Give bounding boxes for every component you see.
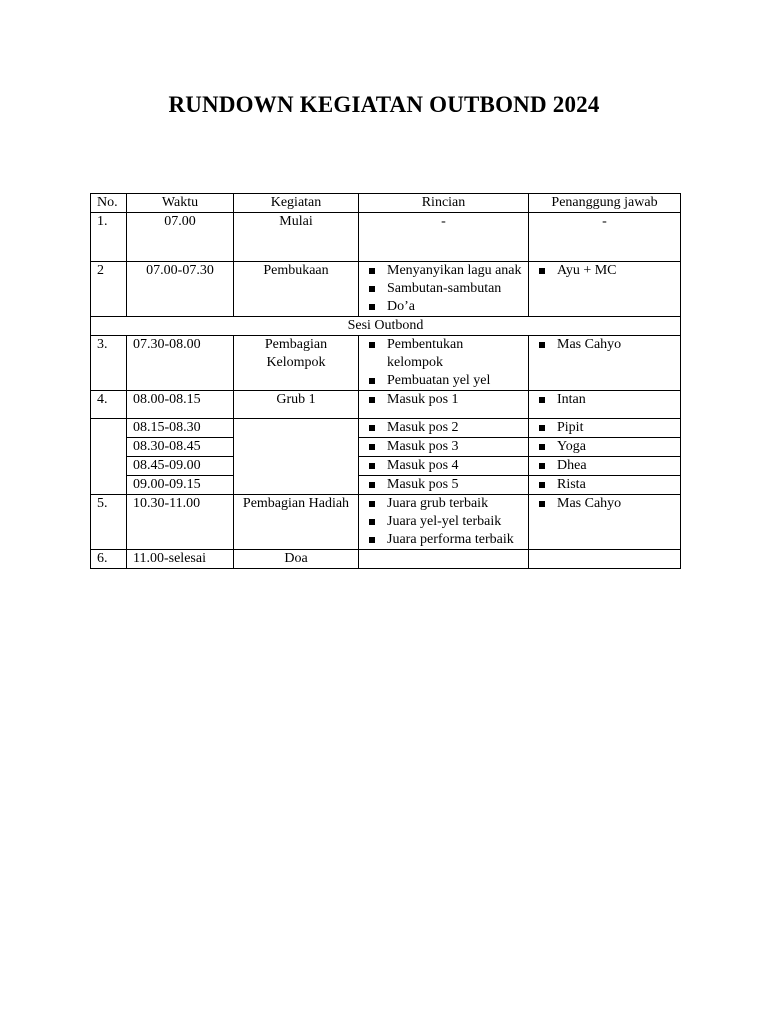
- list-item: Mas Cahyo: [535, 495, 674, 513]
- table-row: [91, 213, 681, 262]
- cell-rincian: [359, 476, 529, 495]
- list-item: Juara performa terbaik: [365, 531, 522, 549]
- list-item: Sambutan-sambutan: [365, 280, 522, 298]
- cell-kegiatan: Pembagian Hadiah: [234, 495, 359, 550]
- cell-no: 4.: [91, 391, 127, 419]
- cell-pj: [529, 438, 681, 457]
- cell-rincian: [359, 438, 529, 457]
- cell-waktu: 11.00-selesai: [127, 550, 234, 569]
- cell-waktu: 09.00-09.15: [127, 476, 234, 495]
- list-item: Juara grub terbaik: [365, 495, 522, 513]
- cell-waktu: 07.00-07.30: [127, 262, 234, 317]
- cell-kegiatan: Doa: [234, 550, 359, 569]
- list-item: Intan: [535, 391, 674, 409]
- rundown-table: [90, 193, 681, 569]
- table-row: [91, 419, 681, 438]
- cell-pj: [529, 391, 681, 419]
- cell-waktu: 07.00: [127, 213, 234, 262]
- table-row: [91, 495, 681, 550]
- cell-pj: [529, 336, 681, 391]
- list-item: Masuk pos 4: [365, 457, 522, 475]
- header-penanggung-jawab: Penanggung jawab: [529, 194, 681, 213]
- list-item: Ayu + MC: [535, 262, 674, 280]
- table-row: [91, 550, 681, 569]
- header-waktu: Waktu: [127, 194, 234, 213]
- cell-pj: -: [529, 213, 681, 262]
- list-item: Rista: [535, 476, 674, 494]
- table-row: [91, 457, 681, 476]
- cell-rincian: [359, 457, 529, 476]
- table-row: [91, 336, 681, 391]
- cell-rincian: [359, 495, 529, 550]
- cell-waktu: 08.45-09.00: [127, 457, 234, 476]
- header-rincian: Rincian: [359, 194, 529, 213]
- cell-pj: [529, 495, 681, 550]
- cell-kegiatan: Pembukaan: [234, 262, 359, 317]
- header-no: No.: [91, 194, 127, 213]
- cell-waktu: 08.30-08.45: [127, 438, 234, 457]
- cell-kegiatan: [234, 419, 359, 495]
- cell-pj: [529, 419, 681, 438]
- cell-rincian: -: [359, 213, 529, 262]
- list-item: Juara yel-yel terbaik: [365, 513, 522, 531]
- cell-no: 1.: [91, 213, 127, 262]
- cell-pj: [529, 457, 681, 476]
- cell-rincian: [359, 262, 529, 317]
- cell-no: 3.: [91, 336, 127, 391]
- cell-no: [91, 419, 127, 495]
- cell-kegiatan: Mulai: [234, 213, 359, 262]
- list-item: Menyanyikan lagu anak: [365, 262, 522, 280]
- list-item: Dhea: [535, 457, 674, 475]
- cell-kegiatan: Grub 1: [234, 391, 359, 419]
- cell-no: 5.: [91, 495, 127, 550]
- cell-kegiatan: Pembagian Kelompok: [234, 336, 359, 391]
- cell-rincian: [359, 336, 529, 391]
- table-row: [91, 391, 681, 419]
- list-item: Pipit: [535, 419, 674, 437]
- header-kegiatan: Kegiatan: [234, 194, 359, 213]
- cell-no: 2: [91, 262, 127, 317]
- list-item: Masuk pos 1: [365, 391, 522, 409]
- table-row: [91, 262, 681, 317]
- cell-waktu: 10.30-11.00: [127, 495, 234, 550]
- cell-waktu: 08.00-08.15: [127, 391, 234, 419]
- table-header-row: [91, 194, 681, 213]
- cell-pj: [529, 476, 681, 495]
- table-row: [91, 438, 681, 457]
- table-row: [91, 476, 681, 495]
- list-item: Masuk pos 3: [365, 438, 522, 456]
- list-item: Pembentukan kelompok: [365, 336, 522, 372]
- cell-waktu: 07.30-08.00: [127, 336, 234, 391]
- cell-waktu: 08.15-08.30: [127, 419, 234, 438]
- cell-pj: [529, 262, 681, 317]
- cell-rincian: [359, 550, 529, 569]
- cell-rincian: [359, 391, 529, 419]
- list-item: Masuk pos 5: [365, 476, 522, 494]
- list-item: Do’a: [365, 298, 522, 316]
- session-label: Sesi Outbond: [91, 317, 681, 336]
- cell-no: 6.: [91, 550, 127, 569]
- list-item: Mas Cahyo: [535, 336, 674, 354]
- list-item: Masuk pos 2: [365, 419, 522, 437]
- list-item: Yoga: [535, 438, 674, 456]
- document-title: RUNDOWN KEGIATAN OUTBOND 2024: [168, 92, 600, 117]
- session-row: [91, 317, 681, 336]
- cell-pj: [529, 550, 681, 569]
- cell-rincian: [359, 419, 529, 438]
- list-item: Pembuatan yel yel: [365, 372, 522, 390]
